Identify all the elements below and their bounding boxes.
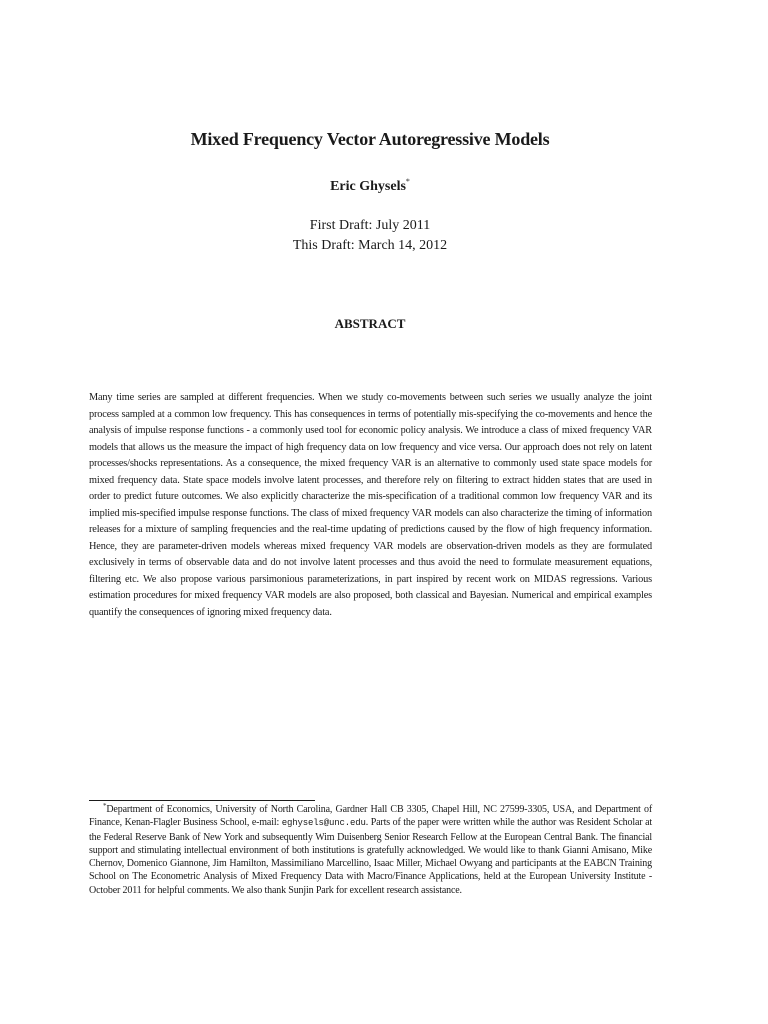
author-email: eghysels@unc.edu bbox=[281, 818, 366, 829]
abstract-heading: ABSTRACT bbox=[334, 316, 406, 331]
author-footnote-mark: * bbox=[405, 177, 410, 186]
this-draft-date: This Draft: March 14, 2012 bbox=[292, 238, 448, 253]
footnote-text-before-email: Department of Economics, University of North Carolina, Gardner Hall CB 3305, Chapel Hill, NC 27599-3305, USA, and Department of Finance, Kenan-Flagler Business School, e-mail: bbox=[89, 804, 652, 829]
author-footnote bbox=[89, 803, 652, 897]
author-name-text: Eric Ghysels bbox=[330, 179, 406, 194]
footnote-divider bbox=[89, 800, 315, 801]
first-draft-date: First Draft: July 2011 bbox=[309, 218, 431, 233]
paper-title: Mixed Frequency Vector Autoregressive Models bbox=[190, 129, 550, 149]
abstract-text: Many time series are sampled at different frequencies. When we study co-movements between such series we usually analyze the joint process sampled at a common low frequency. This has consequences in terms of potentially mis-specifying the co-movements and hence the analysis of impulse response functions - a commonly used tool for economic policy analysis. We introduce a class of mixed frequency VAR models that allows us the measure the impact of high frequency data on low frequency and vice versa. Our approach does not rely on latent processes/shocks representations. As a consequence, the mixed frequency VAR is an alternative to commonly used state space models for mixed frequency data. State space models involve latent processes, and therefore rely on filtering to extract hidden states that are used in order to predict future outcomes. We also explicitly characterize the mis-specification of a traditional common low frequency VAR and its implied mis-specified impulse response functions. The class of mixed frequency VAR models can also characterize the timing of information releases for a mixture of sampling frequencies and the real-time updating of predictions caused by the flow of high frequency information. Hence, they are parameter-driven models whereas mixed frequency VAR models are observation-driven models as they are formulated exclusively in terms of observable data and do not involve latent processes and thus avoid the need to formulate measurement equations, filtering etc. We also propose various parsimonious parameterizations, in part inspired by recent work on MIDAS regressions. Various estimation procedures for mixed frequency VAR models are also proposed, both classical and Bayesian. Numerical and empirical examples quantify the consequences of ignoring mixed frequency data. bbox=[89, 392, 652, 618]
author-name bbox=[0, 179, 740, 195]
footnote-mark: * bbox=[103, 802, 107, 810]
footnote-text-after-email: . Parts of the paper were written while the author was Resident Scholar at the Federal Reserve Bank of New York and subsequently Wim Duisenberg Senior Research Fellow at the European Central Bank. The financial support and stimulating intellectual environment of both institutions is gratefully acknowledged. We would like to thank Gianni Amisano, Mike Chernov, Domenico Giannone, Jim Hamilton, Massimiliano Marcellino, Isaac Miller, Michael Owyang and participants at the EABCN Training School on The Econometric Analysis of Mixed Frequency Data with Macro/Finance Applications, held at the European University Institute - October 2011 for helpful comments. We also thank Sunjin Park for excellent research assistance. bbox=[89, 817, 652, 896]
